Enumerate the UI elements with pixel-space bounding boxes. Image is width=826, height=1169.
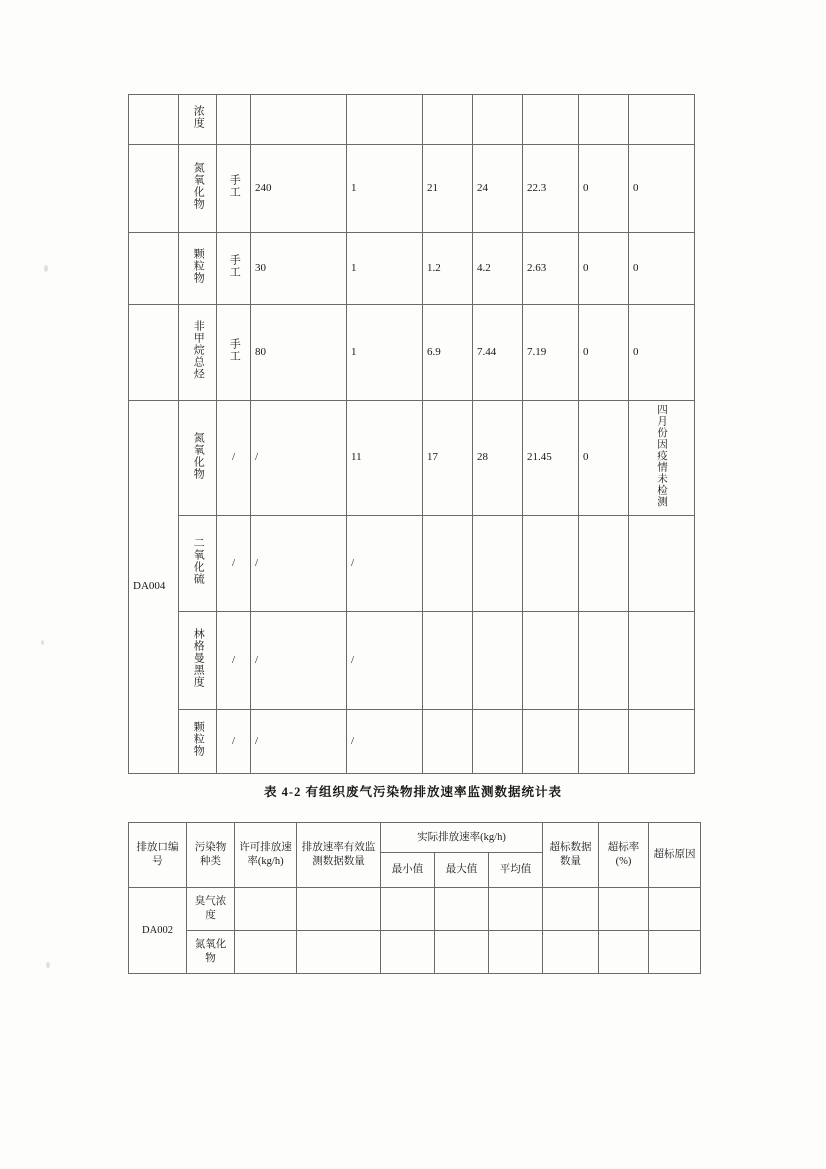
table-row bbox=[129, 516, 695, 612]
header-exceed-reason: 超标原因 bbox=[649, 823, 701, 888]
cell-min bbox=[423, 516, 473, 612]
cell-method bbox=[217, 95, 251, 145]
cell-min bbox=[381, 888, 435, 931]
cell-exceed-count bbox=[579, 612, 629, 710]
cell-avg: 21.45 bbox=[523, 401, 579, 516]
header-pollutant-kind: 污染物种类 bbox=[187, 823, 235, 888]
cell-limit: / bbox=[251, 612, 347, 710]
cell-exceed-count: 0 bbox=[579, 401, 629, 516]
cell-exceed-count bbox=[579, 95, 629, 145]
cell-avg bbox=[523, 710, 579, 774]
cell-max: 28 bbox=[473, 401, 523, 516]
cell-valid-count bbox=[297, 931, 381, 974]
cell-valid-count: 1 bbox=[347, 305, 423, 401]
cell-pollutant: 二氧化硫 bbox=[179, 516, 217, 612]
cell-limit: 30 bbox=[251, 233, 347, 305]
cell-exceed-reason bbox=[649, 888, 701, 931]
cell-valid-count: / bbox=[347, 516, 423, 612]
cell-exceed-rate bbox=[629, 95, 695, 145]
cell-method: / bbox=[217, 401, 251, 516]
cell-limit-rate bbox=[235, 888, 297, 931]
cell-valid-count: 1 bbox=[347, 145, 423, 233]
cell-outlet bbox=[129, 305, 179, 401]
cell-exceed-count: 0 bbox=[579, 305, 629, 401]
cell-min: 17 bbox=[423, 401, 473, 516]
scan-speckle bbox=[44, 265, 48, 272]
header-min: 最小值 bbox=[381, 853, 435, 888]
table-row bbox=[129, 888, 701, 931]
cell-valid-count: 1 bbox=[347, 233, 423, 305]
cell-max: 4.2 bbox=[473, 233, 523, 305]
cell-method: 手工 bbox=[217, 145, 251, 233]
cell-limit: / bbox=[251, 401, 347, 516]
table-header-row bbox=[129, 823, 701, 853]
cell-valid-count: / bbox=[347, 612, 423, 710]
table-row bbox=[129, 931, 701, 974]
table-row bbox=[129, 233, 695, 305]
cell-exceed-count bbox=[543, 931, 599, 974]
cell-max: 24 bbox=[473, 145, 523, 233]
cell-exceed-rate bbox=[599, 931, 649, 974]
cell-max: 7.44 bbox=[473, 305, 523, 401]
cell-valid-count: / bbox=[347, 710, 423, 774]
cell-exceed-count: 0 bbox=[579, 145, 629, 233]
cell-pollutant-kind: 氮氧化物 bbox=[187, 931, 235, 974]
cell-avg bbox=[523, 612, 579, 710]
cell-pollutant: 颗粒物 bbox=[179, 233, 217, 305]
cell-exceed-rate bbox=[629, 516, 695, 612]
cell-min: 1.2 bbox=[423, 233, 473, 305]
cell-method: 手工 bbox=[217, 305, 251, 401]
cell-min bbox=[423, 95, 473, 145]
cell-min bbox=[423, 612, 473, 710]
cell-max bbox=[473, 710, 523, 774]
cell-exceed-rate bbox=[629, 612, 695, 710]
cell-limit: 240 bbox=[251, 145, 347, 233]
cell-max bbox=[473, 612, 523, 710]
header-exceed-rate: 超标率(%) bbox=[599, 823, 649, 888]
cell-method: 手工 bbox=[217, 233, 251, 305]
table-caption: 表 4-2 有组织废气污染物排放速率监测数据统计表 bbox=[264, 785, 562, 799]
header-max: 最大值 bbox=[435, 853, 489, 888]
table-row bbox=[129, 710, 695, 774]
cell-exceed-rate bbox=[599, 888, 649, 931]
emission-rate-table bbox=[128, 822, 701, 974]
cell-pollutant: 氮氧化物 bbox=[179, 401, 217, 516]
cell-limit: / bbox=[251, 710, 347, 774]
cell-method: / bbox=[217, 710, 251, 774]
header-valid-count: 排放速率有效监测数据数量 bbox=[297, 823, 381, 888]
cell-exceed-count bbox=[543, 888, 599, 931]
cell-pollutant: 浓度 bbox=[179, 95, 217, 145]
cell-limit bbox=[251, 95, 347, 145]
cell-outlet: DA004 bbox=[129, 401, 179, 774]
cell-valid-count: 11 bbox=[347, 401, 423, 516]
cell-max bbox=[435, 888, 489, 931]
table-row bbox=[129, 145, 695, 233]
cell-exceed-count bbox=[579, 516, 629, 612]
emission-concentration-table bbox=[128, 94, 695, 774]
cell-max bbox=[473, 95, 523, 145]
cell-pollutant: 非甲烷总烃 bbox=[179, 305, 217, 401]
scan-speckle bbox=[46, 962, 50, 968]
cell-min: 6.9 bbox=[423, 305, 473, 401]
cell-avg: 7.19 bbox=[523, 305, 579, 401]
cell-method: / bbox=[217, 612, 251, 710]
cell-limit-rate bbox=[235, 931, 297, 974]
table-row bbox=[129, 401, 695, 516]
cell-avg: 2.63 bbox=[523, 233, 579, 305]
cell-avg: 22.3 bbox=[523, 145, 579, 233]
cell-limit: 80 bbox=[251, 305, 347, 401]
cell-max bbox=[473, 516, 523, 612]
header-actual-rate-group: 实际排放速率(kg/h) bbox=[381, 823, 543, 853]
cell-outlet bbox=[129, 233, 179, 305]
cell-exceed-count: 0 bbox=[579, 233, 629, 305]
table-row bbox=[129, 612, 695, 710]
header-limit-rate: 许可排放速率(kg/h) bbox=[235, 823, 297, 888]
cell-valid-count bbox=[297, 888, 381, 931]
cell-avg bbox=[523, 516, 579, 612]
table-row bbox=[129, 95, 695, 145]
table-row bbox=[129, 305, 695, 401]
cell-outlet: DA002 bbox=[129, 888, 187, 974]
cell-remark: 四月份因疫情未检测 bbox=[629, 401, 695, 516]
cell-method: / bbox=[217, 516, 251, 612]
header-avg: 平均值 bbox=[489, 853, 543, 888]
cell-exceed-rate: 0 bbox=[629, 145, 695, 233]
cell-pollutant: 林格曼黑度 bbox=[179, 612, 217, 710]
cell-exceed-count bbox=[579, 710, 629, 774]
header-exceed-count: 超标数据数量 bbox=[543, 823, 599, 888]
cell-exceed-rate: 0 bbox=[629, 305, 695, 401]
cell-avg bbox=[523, 95, 579, 145]
cell-valid-count bbox=[347, 95, 423, 145]
cell-min bbox=[381, 931, 435, 974]
cell-min bbox=[423, 710, 473, 774]
cell-outlet bbox=[129, 145, 179, 233]
scan-speckle bbox=[41, 640, 44, 645]
cell-min: 21 bbox=[423, 145, 473, 233]
cell-max bbox=[435, 931, 489, 974]
cell-avg bbox=[489, 931, 543, 974]
header-outlet: 排放口编号 bbox=[129, 823, 187, 888]
cell-pollutant: 颗粒物 bbox=[179, 710, 217, 774]
cell-outlet bbox=[129, 95, 179, 145]
cell-exceed-rate bbox=[629, 710, 695, 774]
cell-exceed-reason bbox=[649, 931, 701, 974]
cell-pollutant-kind: 臭气浓度 bbox=[187, 888, 235, 931]
cell-exceed-rate: 0 bbox=[629, 233, 695, 305]
cell-pollutant: 氮氧化物 bbox=[179, 145, 217, 233]
cell-limit: / bbox=[251, 516, 347, 612]
cell-avg bbox=[489, 888, 543, 931]
